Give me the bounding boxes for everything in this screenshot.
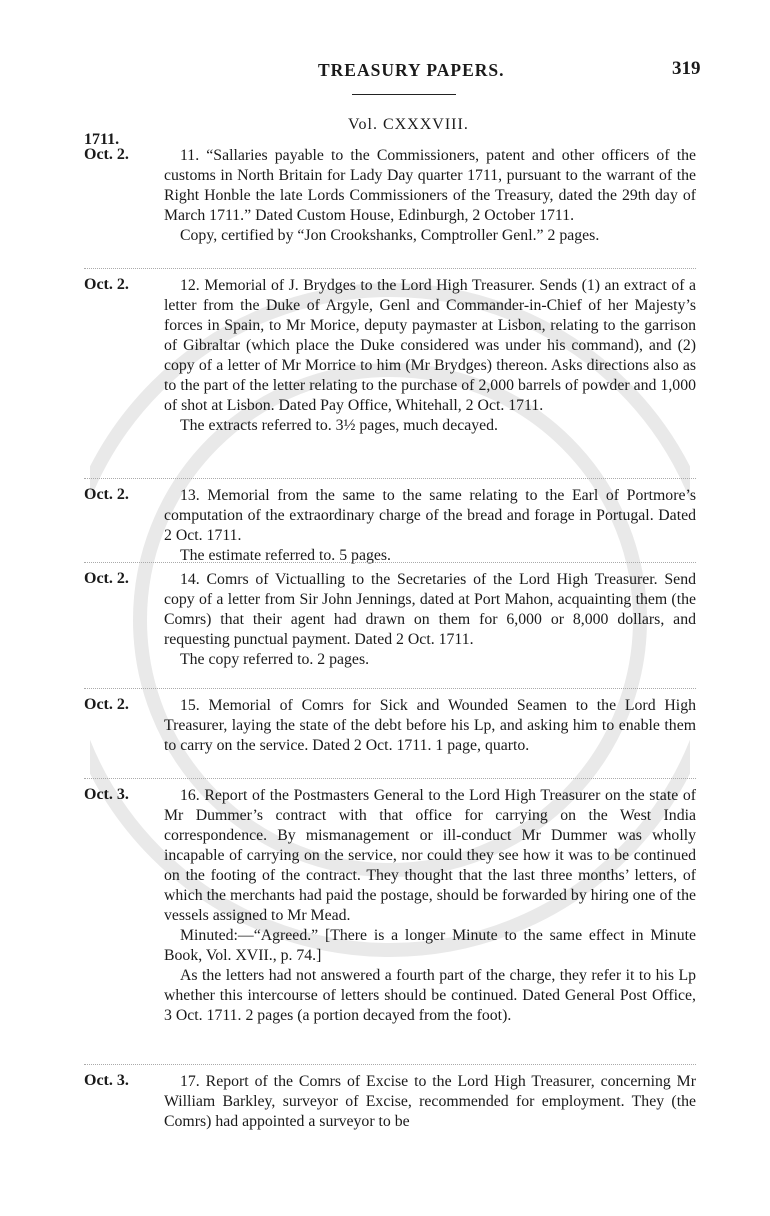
separator	[84, 562, 696, 563]
entry-body	[164, 146, 696, 246]
entry-body	[164, 1072, 696, 1132]
running-title: TREASURY PAPERS.	[318, 60, 505, 80]
entry-text: 15. Memorial of Comrs for Sick and Wounded Seamen to the Lord High Treasurer, laying the state of the debt before his Lp, and asking him to enable them to carry on the service. Dated 2 Oct. 1711. 1 page, quarto.	[164, 697, 696, 754]
page-number: 319	[672, 58, 701, 79]
entry-body	[164, 786, 696, 1026]
entry-text: 14. Comrs of Victualling to the Secretaries of the Lord High Treasurer. Send copy of a letter from Sir John Jennings, dated at Port Mahon, acquainting them (the Comrs) that their agent had drawn on them for 6,000 or 8,000 dollars, and requesting punctual payment. Dated 2 Oct. 1711.	[164, 571, 696, 648]
entry-text: 12. Memorial of J. Brydges to the Lord High Treasurer. Sends (1) an extract of a letter from the Duke of Argyle, Genl and Commander-in-Chief of her Majesty’s forces in Spain, to Mr Morice, deputy paymaster at Lisbon, relating to the garrison of Gibraltar (which place the Duke considered was under his command), and (2) copy of a letter of Mr Morrice to him (Mr Brydges) thereon. Asks directions also as to the part of the letter relating to the purchase of 2,000 barrels of powder and 1,000 of shot at Lisbon. Dated Pay Office, Whitehall, 2 Oct. 1711.	[164, 277, 696, 414]
separator	[84, 778, 696, 779]
entry-date: Oct. 2.	[84, 696, 129, 713]
margin-year: 1711.	[84, 131, 120, 148]
entry-minute: Minuted:—“Agreed.” [There is a longer Minute to the same effect in Minute Book, Vol. XVII., p. 74.]	[164, 927, 696, 964]
entry-16	[84, 786, 696, 1026]
separator	[84, 1064, 696, 1065]
separator	[84, 688, 696, 689]
entry-15	[84, 696, 696, 756]
entry-note: The estimate referred to. 5 pages.	[180, 547, 391, 564]
entry-17	[84, 1072, 696, 1132]
entry-date: Oct. 2.	[84, 146, 129, 163]
entry-note: The extracts referred to. 3½ pages, much decayed.	[180, 417, 498, 434]
header-rule	[352, 94, 456, 95]
entry-date: Oct. 3.	[84, 786, 129, 803]
entry-12	[84, 276, 696, 436]
entry-date: Oct. 2.	[84, 486, 129, 503]
entry-text: 16. Report of the Postmasters General to the Lord High Treasurer on the state of Mr Dummer’s contract with that office for carrying on the West India correspondence. By mismanagement or ill-conduct Mr Dummer was wholly incapable of carrying on the service, nor could they see how it was to be continued on the footing of the contract. They thought that the last three months’ letters, of which the merchants had paid the postage, should be forwarded by hiring one of the vessels assigned to Mr Mead.	[164, 787, 696, 924]
entry-text: 13. Memorial from the same to the same relating to the Earl of Portmore’s computation of the extraordinary charge of the bread and forage in Portugal. Dated 2 Oct. 1711.	[164, 487, 696, 544]
entry-note: As the letters had not answered a fourth part of the charge, they refer it to his Lp whether this intercourse of letters should be continued. Dated General Post Office, 3 Oct. 1711. 2 pages (a portion decayed from the foot).	[164, 967, 696, 1024]
volume-heading: Vol. CXXXVIII.	[348, 116, 469, 133]
separator	[84, 268, 696, 269]
entry-body	[164, 486, 696, 566]
entry-14	[84, 570, 696, 670]
entry-body	[164, 570, 696, 670]
entry-13	[84, 486, 696, 566]
entry-note: Copy, certified by “Jon Crookshanks, Comptroller Genl.” 2 pages.	[180, 227, 600, 244]
entry-date: Oct. 2.	[84, 276, 129, 293]
entry-date: Oct. 3.	[84, 1072, 129, 1089]
entry-body	[164, 276, 696, 436]
entry-11	[84, 146, 696, 246]
separator	[84, 478, 696, 479]
entry-date: Oct. 2.	[84, 570, 129, 587]
entry-text: 11. “Sallaries payable to the Commissioners, patent and other officers of the customs in North Britain for Lady Day quarter 1711, pursuant to the warrant of the Right Honble the late Lords Commissioners of the Treasury, dated the 29th day of March 1711.” Dated Custom House, Edinburgh, 2 October 1711.	[164, 147, 696, 224]
entry-note: The copy referred to. 2 pages.	[180, 651, 370, 668]
entry-body	[164, 696, 696, 756]
entry-text: 17. Report of the Comrs of Excise to the Lord High Treasurer, concerning Mr William Barkley, surveyor of Excise, recommended for employment. They (the Comrs) had appointed a surveyor to be	[164, 1073, 696, 1130]
